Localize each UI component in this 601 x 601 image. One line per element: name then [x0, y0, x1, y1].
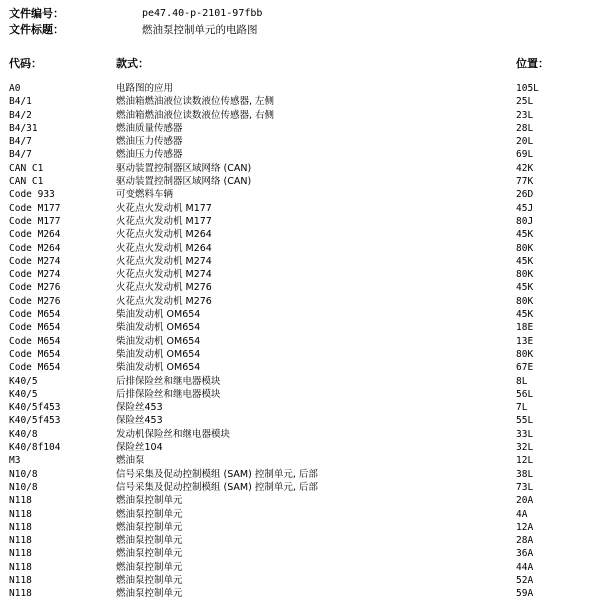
- table-row: [0, 587, 601, 600]
- row-code: Code M276: [9, 282, 61, 294]
- row-description: 燃油泵: [116, 455, 145, 467]
- row-position: 42K: [516, 162, 534, 174]
- table-row: [0, 348, 601, 361]
- table-row: [0, 441, 601, 454]
- document-title-label: 文件标题：: [9, 23, 64, 36]
- table-row: [0, 215, 601, 228]
- row-description: 信号采集及促动控制模组 (SAM) 控制单元, 后部: [116, 481, 318, 493]
- row-position: 45K: [516, 255, 534, 267]
- row-position: 45K: [516, 309, 534, 321]
- table-row: [0, 82, 601, 95]
- row-code: Code M276: [9, 295, 61, 307]
- row-code: K40/8f104: [9, 442, 61, 454]
- row-position: 77K: [516, 176, 534, 188]
- table-row: [0, 361, 601, 374]
- row-description: 后排保险丝和继电器模块: [116, 375, 221, 387]
- row-description: 火花点火发动机 M276: [116, 282, 212, 294]
- row-description: 火花点火发动机 M276: [116, 295, 212, 307]
- row-description: 火花点火发动机 M264: [116, 242, 212, 254]
- table-row: [0, 534, 601, 547]
- table-row: [0, 255, 601, 268]
- row-position: 44A: [516, 561, 534, 573]
- table-row: [0, 242, 601, 255]
- row-description: 保险丝453: [116, 402, 163, 414]
- table-row: [0, 414, 601, 427]
- row-position: 52A: [516, 574, 534, 586]
- row-position: 80K: [516, 348, 534, 360]
- row-code: Code 933: [9, 189, 55, 201]
- row-code: B4/31: [9, 122, 38, 134]
- table-row: [0, 188, 601, 201]
- row-description: 燃油泵控制单元: [116, 495, 183, 507]
- row-code: K40/5: [9, 388, 38, 400]
- row-code: Code M177: [9, 215, 61, 227]
- row-code: B4/7: [9, 149, 32, 161]
- table-row: [0, 521, 601, 534]
- row-position: 26D: [516, 189, 534, 201]
- row-position: 80K: [516, 295, 534, 307]
- row-position: 73L: [516, 481, 534, 493]
- header-position: 位置：: [516, 57, 549, 70]
- row-position: 45K: [516, 282, 534, 294]
- row-code: B4/7: [9, 136, 32, 148]
- row-position: 32L: [516, 442, 534, 454]
- row-position: 80K: [516, 269, 534, 281]
- row-description: 柴油发动机 OM654: [116, 309, 201, 321]
- row-code: B4/1: [9, 96, 32, 108]
- row-code: K40/5: [9, 375, 38, 387]
- table-row: [0, 228, 601, 241]
- row-description: 后排保险丝和继电器模块: [116, 388, 221, 400]
- row-description: 火花点火发动机 M264: [116, 229, 212, 241]
- row-position: 45J: [516, 202, 534, 214]
- row-code: K40/8: [9, 428, 38, 440]
- row-description: 驱动装置控制器区域网络 (CAN): [116, 176, 252, 188]
- row-code: Code M654: [9, 309, 61, 321]
- table-row: [0, 122, 601, 135]
- row-code: N118: [9, 588, 32, 600]
- row-description: 保险丝453: [116, 415, 163, 427]
- document-title-value: 燃油泵控制单元的电路图: [142, 24, 258, 36]
- row-code: N118: [9, 535, 32, 547]
- row-position: 38L: [516, 468, 534, 480]
- row-code: CAN C1: [9, 176, 44, 188]
- row-description: 柴油发动机 OM654: [116, 322, 201, 334]
- row-code: Code M264: [9, 242, 61, 254]
- document-number-value: pe47.40-p-2101-97fbb: [142, 8, 263, 19]
- row-position: 56L: [516, 388, 534, 400]
- row-position: 105L: [516, 83, 539, 94]
- row-description: 燃油质量传感器: [116, 122, 183, 134]
- row-position: 20A: [516, 495, 534, 507]
- row-code: CAN C1: [9, 162, 44, 174]
- row-position: 4A: [516, 508, 528, 520]
- row-code: N118: [9, 561, 32, 573]
- table-row: [0, 335, 601, 348]
- table-row: [0, 401, 601, 414]
- row-position: 69L: [516, 149, 534, 161]
- table-row: [0, 268, 601, 281]
- table-row: [0, 574, 601, 587]
- table-row: [0, 175, 601, 188]
- component-table: [0, 82, 601, 601]
- row-description: 驱动装置控制器区域网络 (CAN): [116, 162, 252, 174]
- row-description: 燃油压力传感器: [116, 149, 183, 161]
- row-position: 59A: [516, 588, 534, 600]
- row-position: 18E: [516, 322, 534, 334]
- row-description: 保险丝104: [116, 442, 163, 454]
- row-description: 发动机保险丝和继电器模块: [116, 428, 231, 440]
- row-description: 燃油泵控制单元: [116, 535, 183, 547]
- row-code: N10/8: [9, 481, 38, 493]
- row-description: 燃油箱燃油液位读数液位传感器, 右侧: [116, 109, 275, 121]
- header-description: 款式：: [116, 57, 149, 70]
- row-description: 火花点火发动机 M177: [116, 215, 212, 227]
- row-code: N118: [9, 574, 32, 586]
- row-description: 信号采集及促动控制模组 (SAM) 控制单元, 后部: [116, 468, 318, 480]
- row-description: 柴油发动机 OM654: [116, 362, 201, 374]
- row-description: 火花点火发动机 M177: [116, 202, 212, 214]
- row-code: Code M274: [9, 269, 61, 281]
- table-row: [0, 281, 601, 294]
- row-code: A0: [9, 83, 21, 94]
- row-code: Code M264: [9, 229, 61, 241]
- row-description: 燃油泵控制单元: [116, 588, 183, 600]
- row-code: Code M654: [9, 348, 61, 360]
- row-position: 12A: [516, 521, 534, 533]
- row-description: 电路图的应用: [116, 83, 174, 94]
- table-row: [0, 202, 601, 215]
- table-header: [0, 56, 601, 72]
- table-row: [0, 428, 601, 441]
- row-position: 12L: [516, 455, 534, 467]
- row-position: 55L: [516, 415, 534, 427]
- row-description: 燃油泵控制单元: [116, 561, 183, 573]
- row-position: 28A: [516, 535, 534, 547]
- row-description: 燃油泵控制单元: [116, 548, 183, 560]
- row-description: 燃油泵控制单元: [116, 521, 183, 533]
- table-row: [0, 454, 601, 467]
- row-code: Code M274: [9, 255, 61, 267]
- row-description: 燃油泵控制单元: [116, 508, 183, 520]
- table-row: [0, 162, 601, 175]
- row-code: N118: [9, 521, 32, 533]
- table-row: [0, 561, 601, 574]
- row-position: 8L: [516, 375, 528, 387]
- table-row: [0, 547, 601, 560]
- table-row: [0, 388, 601, 401]
- header-code: 代码：: [9, 57, 42, 70]
- table-row: [0, 135, 601, 148]
- table-row: [0, 308, 601, 321]
- table-row: [0, 321, 601, 334]
- table-row: [0, 109, 601, 122]
- row-description: 燃油泵控制单元: [116, 574, 183, 586]
- row-description: 柴油发动机 OM654: [116, 348, 201, 360]
- row-position: 13E: [516, 335, 534, 347]
- row-description: 燃油压力传感器: [116, 136, 183, 148]
- row-description: 燃油箱燃油液位读数液位传感器, 左侧: [116, 96, 275, 108]
- row-position: 23L: [516, 109, 534, 121]
- table-row: [0, 481, 601, 494]
- table-row: [0, 508, 601, 521]
- row-description: 火花点火发动机 M274: [116, 269, 212, 281]
- table-row: [0, 494, 601, 507]
- row-position: 80K: [516, 242, 534, 254]
- row-description: 可变燃料车辆: [116, 189, 174, 201]
- table-row: [0, 375, 601, 388]
- row-position: 33L: [516, 428, 534, 440]
- document-number-label: 文件编号：: [9, 7, 64, 20]
- table-row: [0, 148, 601, 161]
- row-description: 柴油发动机 OM654: [116, 335, 201, 347]
- row-code: N10/8: [9, 468, 38, 480]
- row-code: Code M654: [9, 335, 61, 347]
- table-row: [0, 295, 601, 308]
- row-code: N118: [9, 548, 32, 560]
- row-position: 20L: [516, 136, 534, 148]
- table-row: [0, 95, 601, 108]
- row-position: 28L: [516, 122, 534, 134]
- row-position: 25L: [516, 96, 534, 108]
- row-position: 7L: [516, 402, 528, 414]
- row-code: N118: [9, 508, 32, 520]
- row-code: Code M177: [9, 202, 61, 214]
- row-position: 36A: [516, 548, 534, 560]
- row-position: 80J: [516, 215, 534, 227]
- table-row: [0, 468, 601, 481]
- row-code: Code M654: [9, 322, 61, 334]
- row-code: K40/5f453: [9, 415, 61, 427]
- row-code: M3: [9, 455, 21, 467]
- row-description: 火花点火发动机 M274: [116, 255, 212, 267]
- row-code: K40/5f453: [9, 402, 61, 414]
- row-code: N118: [9, 495, 32, 507]
- row-code: B4/2: [9, 109, 32, 121]
- row-code: Code M654: [9, 362, 61, 374]
- row-position: 67E: [516, 362, 534, 374]
- row-position: 45K: [516, 229, 534, 241]
